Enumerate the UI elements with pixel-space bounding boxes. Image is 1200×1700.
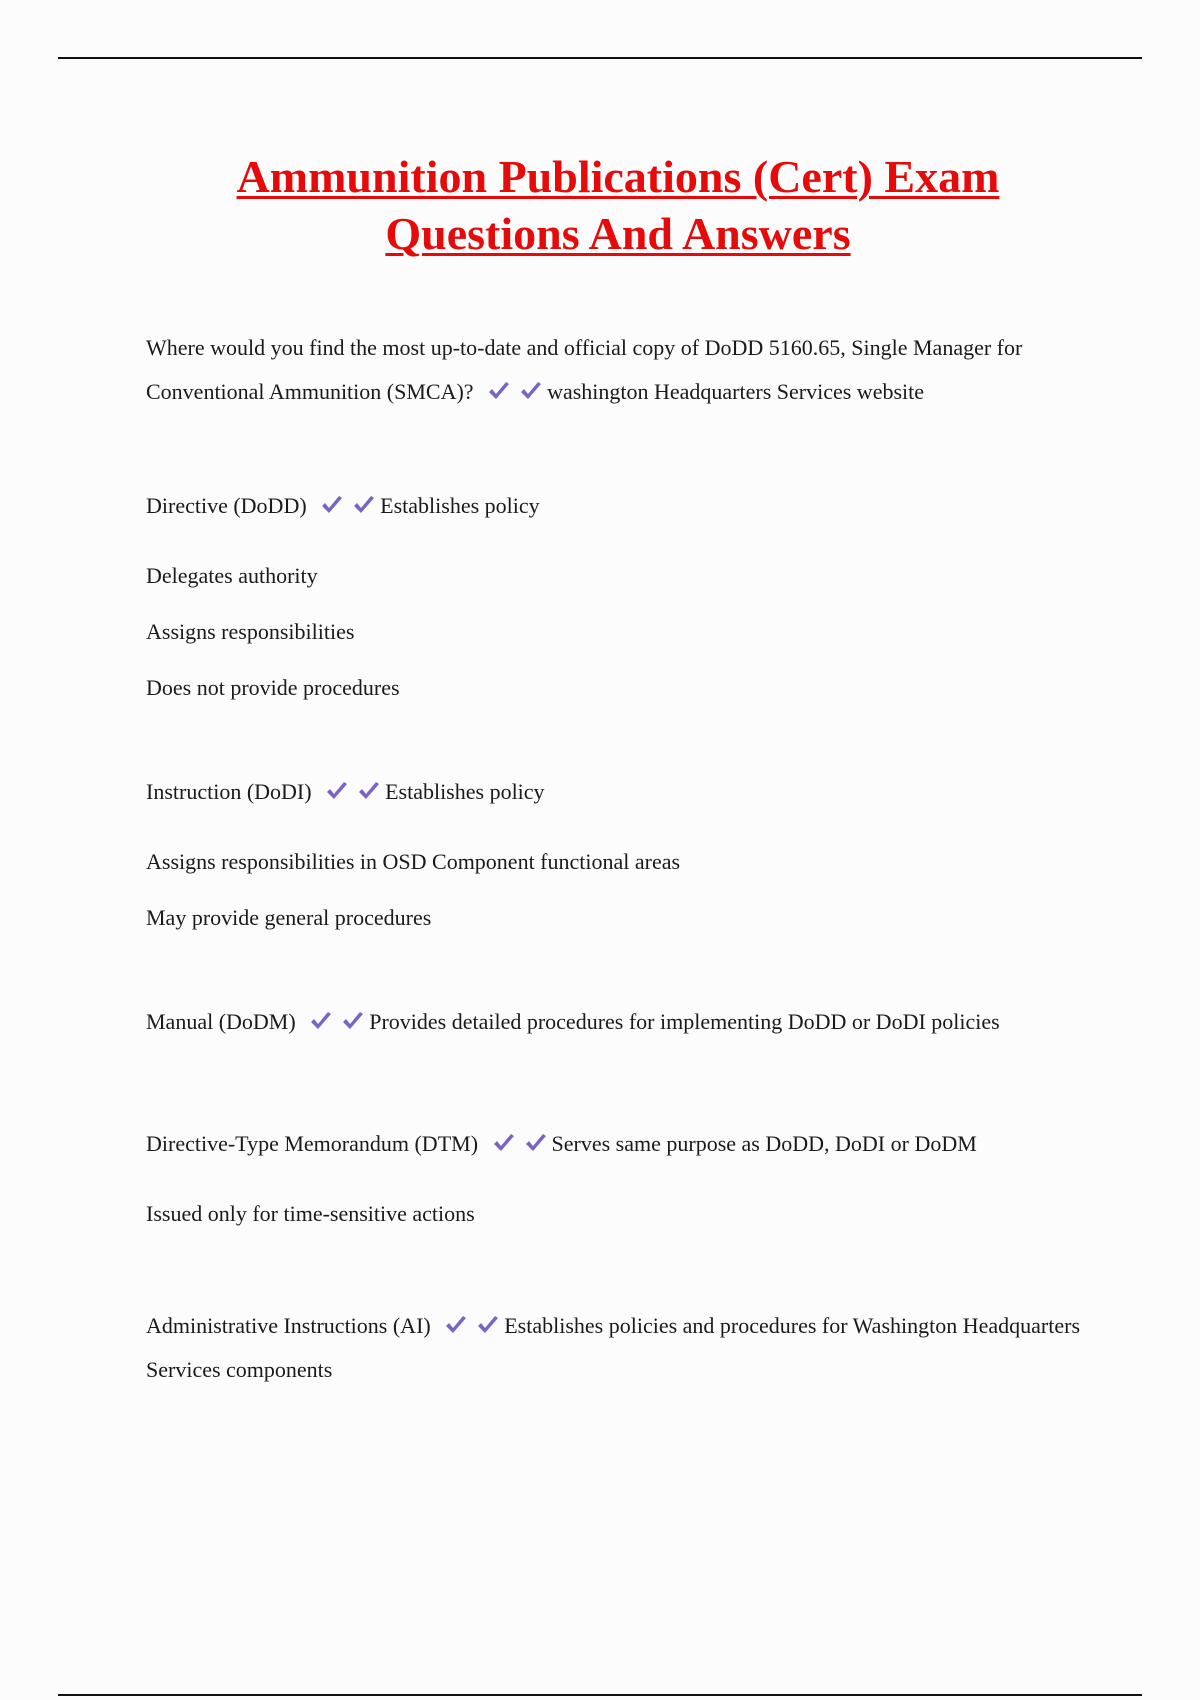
top-rule xyxy=(58,57,1142,59)
question-text: Where would you find the most up-to-date and official copy of DoDD 5160.65, Single Manager for Conventional Ammunition (SMCA)? xyxy=(146,335,1023,404)
title-line-1: Ammunition Publications (Cert) Exam xyxy=(236,151,1000,202)
question-text: Directive (DoDD) xyxy=(146,493,307,518)
detail-line: May provide general procedures xyxy=(146,905,432,930)
checkmark-icon xyxy=(325,779,349,803)
answer-text: Establishes policies and procedures for Washington Headquarters Services components xyxy=(146,1313,1081,1382)
detail-line: Issued only for time-sensitive actions xyxy=(146,1201,475,1226)
page-title xyxy=(0,148,1200,262)
checkmark-icon xyxy=(341,1009,365,1033)
question-text: Manual (DoDM) xyxy=(146,1009,296,1034)
answer-marker xyxy=(444,1304,500,1348)
detail-line: Delegates authority xyxy=(146,563,318,588)
answer-marker xyxy=(487,370,543,414)
checkmark-icon xyxy=(352,493,376,517)
detail-line: Does not provide procedures xyxy=(146,675,400,700)
qa-item xyxy=(146,1122,1086,1226)
checkmark-icon xyxy=(309,1009,333,1033)
checkmark-icon xyxy=(357,779,381,803)
checkmark-icon xyxy=(487,379,511,403)
detail-line: Assigns responsibilities xyxy=(146,619,355,644)
answer-text: Establishes policy xyxy=(385,779,545,804)
bottom-rule xyxy=(58,1694,1142,1696)
answer-text: Establishes policy xyxy=(380,493,540,518)
question-text: Instruction (DoDI) xyxy=(146,779,312,804)
answer-marker xyxy=(492,1122,548,1166)
checkmark-icon xyxy=(492,1131,516,1155)
answer-marker xyxy=(320,484,376,528)
answer-text: Provides detailed procedures for implementing DoDD or DoDI policies xyxy=(369,1009,1000,1034)
answer-text: Serves same purpose as DoDD, DoDI or DoDM xyxy=(551,1131,977,1156)
checkmark-icon xyxy=(476,1313,500,1337)
qa-item xyxy=(146,1000,1086,1044)
qa-line xyxy=(146,484,1086,528)
qa-item xyxy=(146,1304,1086,1392)
qa-line xyxy=(146,1000,1086,1044)
checkmark-icon xyxy=(320,493,344,517)
answer-marker xyxy=(309,1000,365,1044)
qa-line xyxy=(146,1304,1086,1392)
answer-marker xyxy=(325,770,381,814)
detail-line: Assigns responsibilities in OSD Component functional areas xyxy=(146,849,681,874)
qa-item xyxy=(146,770,1086,930)
qa-item xyxy=(146,484,1086,700)
question-text: Administrative Instructions (AI) xyxy=(146,1313,431,1338)
question-text: Directive-Type Memorandum (DTM) xyxy=(146,1131,479,1156)
checkmark-icon xyxy=(524,1131,548,1155)
answer-text: washington Headquarters Services website xyxy=(547,379,925,404)
checkmark-icon xyxy=(519,379,543,403)
title-line-2: Questions And Answers xyxy=(385,208,851,259)
qa-item xyxy=(146,326,1086,414)
checkmark-icon xyxy=(444,1313,468,1337)
qa-line xyxy=(146,1122,1086,1166)
qa-line xyxy=(146,326,1086,414)
qa-list xyxy=(146,326,1086,1392)
qa-line xyxy=(146,770,1086,814)
